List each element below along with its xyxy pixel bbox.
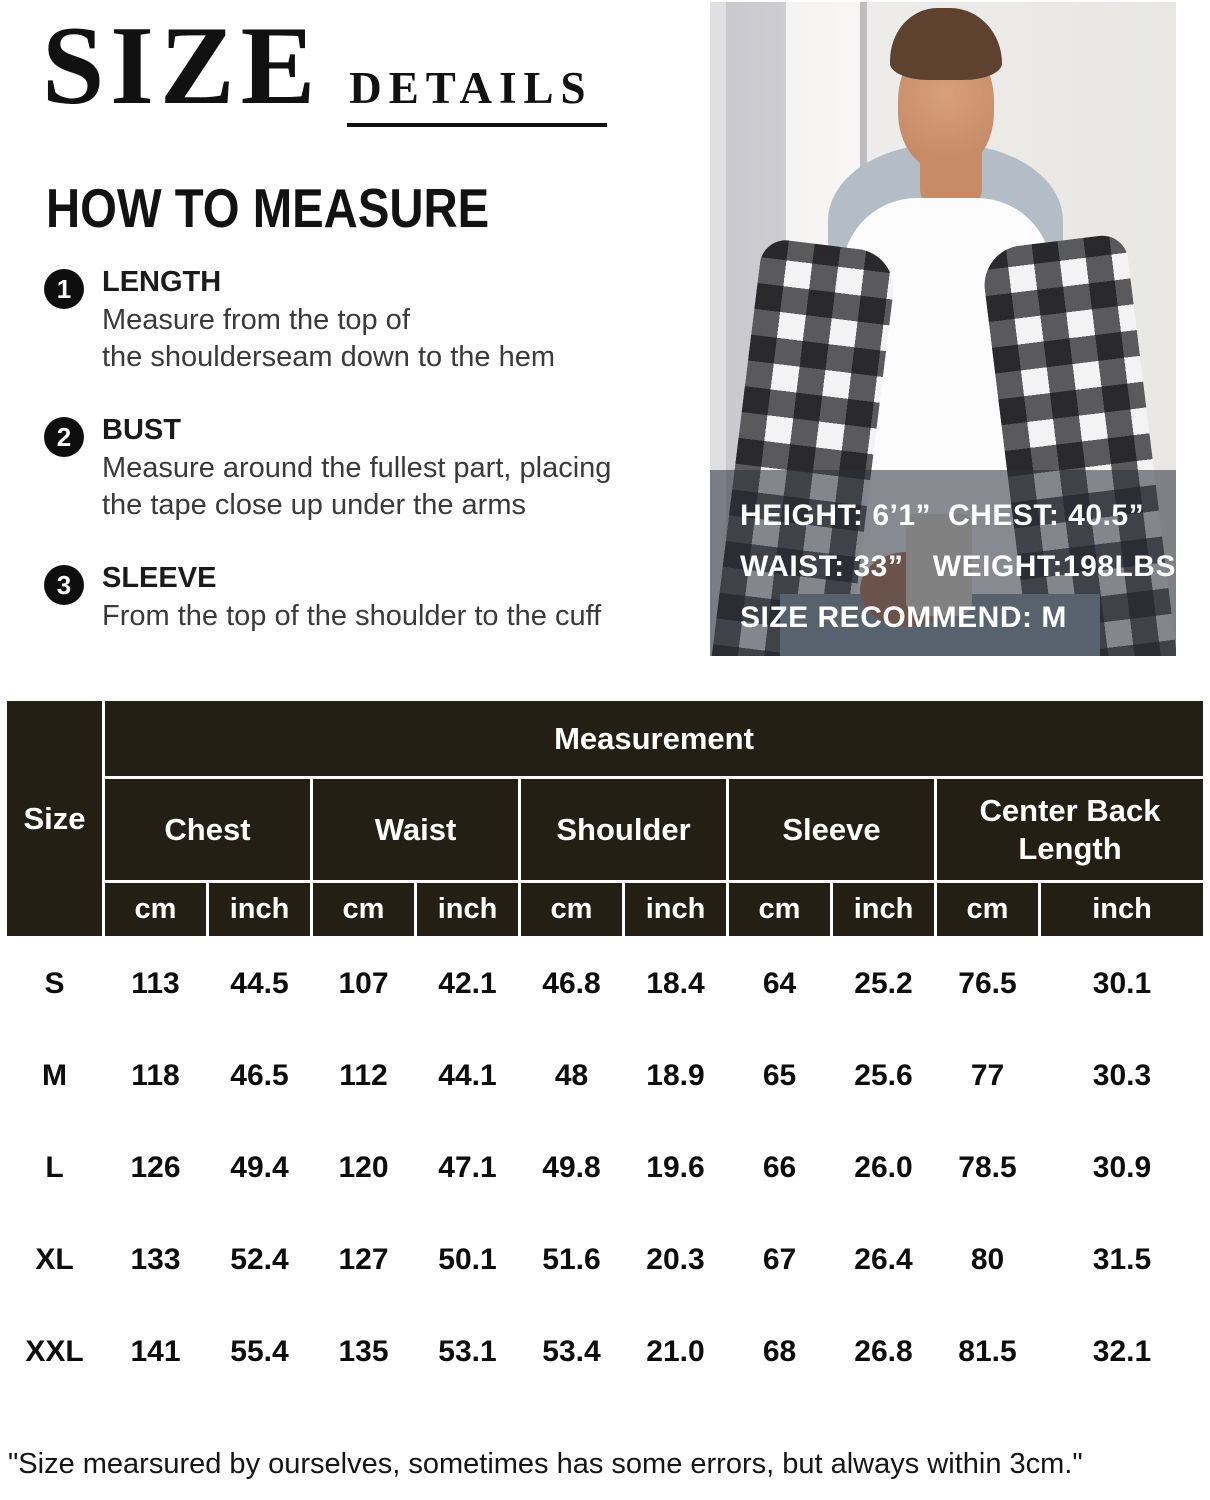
unit-header-cell: inch (208, 882, 312, 938)
value-cell: 53.4 (520, 1306, 624, 1398)
value-cell: 64 (728, 938, 832, 1030)
unit-header-cell: cm (520, 882, 624, 938)
unit-header-cell: inch (1040, 882, 1205, 938)
step-desc-line: the shoulderseam down to the hem (102, 341, 555, 373)
value-cell: 80 (936, 1214, 1040, 1306)
stat-weight: WEIGHT:198LBS (932, 550, 1176, 583)
unit-header-cell: inch (416, 882, 520, 938)
value-cell: 30.3 (1040, 1030, 1205, 1122)
value-cell: 20.3 (624, 1214, 728, 1306)
value-cell: 30.9 (1040, 1122, 1205, 1214)
value-cell: 135 (312, 1306, 416, 1398)
value-cell: 30.1 (1040, 938, 1205, 1030)
unit-header-cell: inch (832, 882, 936, 938)
unit-header-cell: cm (728, 882, 832, 938)
size-table-section (4, 698, 1206, 1398)
value-cell: 118 (104, 1030, 208, 1122)
value-cell: 78.5 (936, 1122, 1040, 1214)
value-cell: 112 (312, 1030, 416, 1122)
step-desc-line: From the top of the shoulder to the cuff (102, 600, 602, 632)
step-desc-line: the tape close up under the arms (102, 489, 526, 521)
group-header-waist: Waist (312, 778, 520, 882)
step-text (102, 562, 601, 635)
size-cell: XXL (6, 1306, 104, 1398)
value-cell: 21.0 (624, 1306, 728, 1398)
stat-waist: WAIST: 33” (740, 550, 904, 583)
table-row-s (6, 938, 1205, 1030)
step-number-badge: 2 (44, 417, 84, 457)
value-cell: 126 (104, 1122, 208, 1214)
size-cell: L (6, 1122, 104, 1214)
table-row-m (6, 1030, 1205, 1122)
value-cell: 18.4 (624, 938, 728, 1030)
footer-note: "Size mearsured by ourselves, sometimes has some errors, but always within 3cm." (8, 1448, 1083, 1480)
value-cell: 46.8 (520, 938, 624, 1030)
value-cell: 77 (936, 1030, 1040, 1122)
stat-height: HEIGHT: 6’1” (740, 499, 932, 532)
value-cell: 50.1 (416, 1214, 520, 1306)
stat-line (740, 541, 1176, 592)
value-cell: 52.4 (208, 1214, 312, 1306)
stat-chest: CHEST: 40.5” (948, 499, 1145, 532)
value-cell: 44.1 (416, 1030, 520, 1122)
table-row-xxl (6, 1306, 1205, 1398)
value-cell: 19.6 (624, 1122, 728, 1214)
step-title: SLEEVE (102, 562, 217, 594)
unit-header-cell: cm (312, 882, 416, 938)
step-text (102, 414, 611, 524)
value-cell: 25.6 (832, 1030, 936, 1122)
group-header-chest: Chest (104, 778, 312, 882)
value-cell: 47.1 (416, 1122, 520, 1214)
size-table (4, 698, 1206, 1398)
value-cell: 141 (104, 1306, 208, 1398)
group-header-sleeve: Sleeve (728, 778, 936, 882)
value-cell: 18.9 (624, 1030, 728, 1122)
value-cell: 25.2 (832, 938, 936, 1030)
model-hair (890, 8, 1002, 80)
table-row-l (6, 1122, 1205, 1214)
model-photo (710, 2, 1176, 656)
value-cell: 26.4 (832, 1214, 936, 1306)
value-cell: 55.4 (208, 1306, 312, 1398)
unit-header-cell: cm (104, 882, 208, 938)
step-desc-line: Measure from the top of (102, 304, 410, 336)
size-cell: XL (6, 1214, 104, 1306)
value-cell: 26.0 (832, 1122, 936, 1214)
measurement-header: Measurement (104, 700, 1205, 778)
step-title: BUST (102, 414, 181, 446)
value-cell: 107 (312, 938, 416, 1030)
value-cell: 67 (728, 1214, 832, 1306)
value-cell: 76.5 (936, 938, 1040, 1030)
value-cell: 81.5 (936, 1306, 1040, 1398)
measure-steps (44, 266, 694, 673)
title-details: DETAILS (347, 62, 606, 127)
value-cell: 51.6 (520, 1214, 624, 1306)
value-cell: 48 (520, 1030, 624, 1122)
stat-size-recommend: SIZE RECOMMEND: M (740, 601, 1067, 634)
size-cell: M (6, 1030, 104, 1122)
value-cell: 46.5 (208, 1030, 312, 1122)
value-cell: 49.8 (520, 1122, 624, 1214)
value-cell: 31.5 (1040, 1214, 1205, 1306)
value-cell: 133 (104, 1214, 208, 1306)
value-cell: 44.5 (208, 938, 312, 1030)
value-cell: 26.8 (832, 1306, 936, 1398)
group-header-center-back-length: Center Back Length (936, 778, 1205, 882)
value-cell: 113 (104, 938, 208, 1030)
step-number-badge: 1 (44, 269, 84, 309)
value-cell: 120 (312, 1122, 416, 1214)
how-to-measure-heading: HOW TO MEASURE (46, 177, 490, 239)
value-cell: 32.1 (1040, 1306, 1205, 1398)
group-header-shoulder: Shoulder (520, 778, 728, 882)
stat-line (740, 490, 1176, 541)
table-row-xl (6, 1214, 1205, 1306)
step-desc-line: Measure around the fullest part, placing (102, 452, 612, 484)
step-number-badge: 3 (44, 565, 84, 605)
value-cell: 68 (728, 1306, 832, 1398)
model-stats-overlay (710, 470, 1176, 656)
value-cell: 49.4 (208, 1122, 312, 1214)
title-size: SIZE (42, 4, 322, 128)
step-title: LENGTH (102, 266, 222, 298)
measure-step-length (44, 266, 694, 376)
unit-header-cell: cm (936, 882, 1040, 938)
step-text (102, 266, 555, 376)
unit-header-cell: inch (624, 882, 728, 938)
value-cell: 65 (728, 1030, 832, 1122)
value-cell: 66 (728, 1122, 832, 1214)
size-cell: S (6, 938, 104, 1030)
measure-step-bust (44, 414, 694, 524)
value-cell: 42.1 (416, 938, 520, 1030)
value-cell: 127 (312, 1214, 416, 1306)
measure-step-sleeve (44, 562, 694, 635)
value-cell: 53.1 (416, 1306, 520, 1398)
size-column-header: Size (6, 700, 104, 938)
brand-title (42, 4, 607, 128)
